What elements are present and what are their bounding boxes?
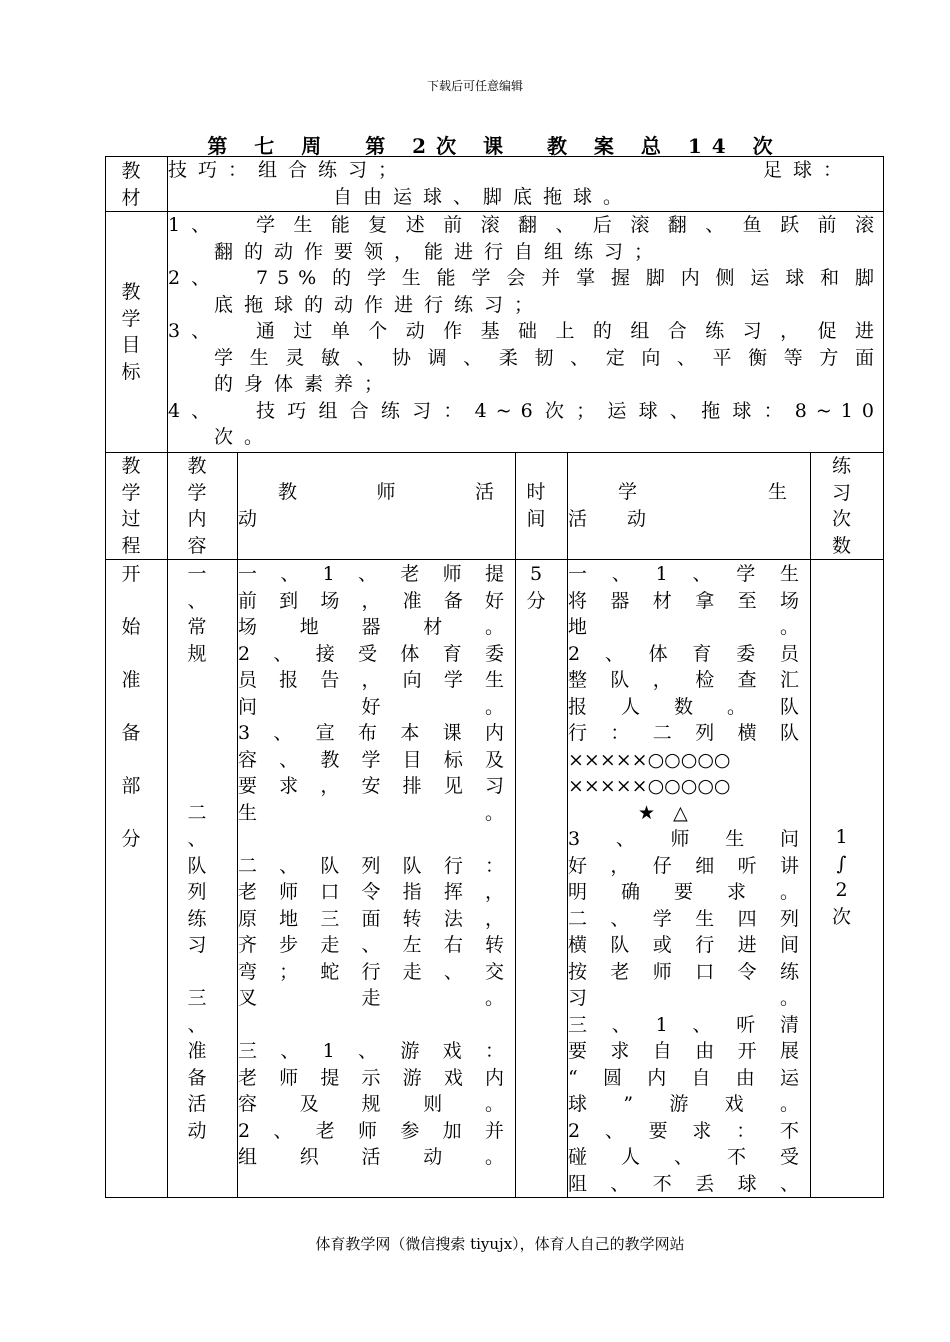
student-line: 碰人、不受 — [568, 1146, 810, 1168]
teacher-line: 三、1、游戏： — [238, 1040, 515, 1062]
student-line: 地。 — [568, 616, 810, 638]
student-line: 2、要求：不 — [568, 1119, 810, 1142]
phase-char: 部 — [121, 775, 152, 797]
content-label-char: 内 — [187, 508, 218, 530]
student-line: ×××××○○○○○ — [568, 775, 731, 797]
student-line: 二、学生四列 — [568, 907, 810, 930]
process-label-char: 过 — [121, 508, 152, 530]
process-label-char: 程 — [121, 534, 152, 557]
teacher-activity-label-line2: 动 — [238, 507, 269, 530]
teacher-line: 容及规则。 — [238, 1093, 515, 1115]
content-label — [168, 453, 238, 560]
objective-number: 2、 — [168, 267, 222, 289]
student-line: 习。 — [568, 987, 810, 1009]
objective-number: 4、 — [168, 399, 222, 422]
objective-text: 学生能复述前滚翻、后滚翻、鱼跃前滚 — [256, 214, 883, 236]
content-line: 备 — [187, 1066, 218, 1089]
header-note: 下载后可任意编辑 — [426, 79, 523, 93]
teacher-line: 3、宣布本课内 — [238, 722, 515, 744]
objectives-content — [168, 212, 884, 453]
content-line: 规 — [187, 642, 218, 665]
objective-item — [168, 398, 883, 425]
reps-line: 次 — [831, 905, 862, 928]
student-line: 阻、不丢球、 — [568, 1172, 810, 1195]
process-label — [106, 453, 168, 560]
reps-label — [811, 453, 884, 560]
student-line: 将器材拿至场 — [568, 589, 810, 612]
objectives-label-char: 学 — [121, 307, 152, 330]
time-text — [516, 561, 567, 614]
time-line: 5 — [529, 563, 554, 585]
process-label-char: 学 — [121, 481, 152, 504]
teacher-activity-label-line1: 教师活 — [278, 481, 505, 503]
teacher-line: 组织活动。 — [238, 1146, 515, 1168]
content-line: 二 — [187, 801, 218, 824]
teacher-line: 要求，安排见习 — [238, 775, 515, 797]
process-label-char: 教 — [121, 455, 152, 477]
reps-label-char: 练 — [831, 455, 862, 477]
material-football-label: 足球： — [762, 159, 853, 181]
material-label-char: 教 — [121, 160, 152, 182]
reps-label-char: 次 — [831, 508, 862, 530]
time-cell — [516, 560, 568, 1198]
teacher-activity-label — [238, 453, 516, 560]
teacher-line: 叉走。 — [238, 987, 515, 1009]
teacher-line: 老师提示游戏内 — [238, 1066, 515, 1089]
student-activity-label — [568, 453, 811, 560]
student-line: “圆内自由运 — [568, 1066, 810, 1089]
content-line: 练 — [187, 907, 218, 930]
material-label-text — [106, 158, 167, 211]
student-line: 行：二列横队 — [568, 722, 810, 744]
footer: 体育教学网（微信搜索 tiyujx），体育人自己的教学网站 — [315, 1235, 685, 1253]
objective-item — [168, 265, 883, 292]
teacher-line: 弯；蛇行走、交 — [238, 960, 515, 983]
student-line: ×××××○○○○○ — [568, 748, 731, 771]
teacher-line — [238, 826, 515, 853]
teacher-line: 容、教学目标及 — [238, 748, 515, 771]
student-line: 明确要求。 — [568, 881, 810, 903]
teacher-text — [238, 561, 515, 1171]
teacher-cell — [238, 560, 516, 1198]
reps-label-char: 数 — [831, 534, 862, 557]
content-line: 三 — [187, 987, 218, 1009]
content-text — [168, 561, 237, 1144]
objective-continuation: 翻的动作要领，能进行自组练习； — [214, 240, 665, 263]
student-line: 三、1、听清 — [568, 1013, 810, 1036]
content-label-char: 教 — [187, 455, 218, 477]
objectives-label-char: 标 — [121, 360, 152, 383]
material-label — [106, 157, 168, 212]
content-line — [168, 959, 237, 986]
phase-char: 开 — [121, 563, 152, 585]
teacher-line: 前到场，准备好 — [238, 589, 515, 612]
objectives-label-text — [106, 279, 167, 385]
student-line: 整队，检查汇 — [568, 669, 810, 691]
student-line: 要求自由开展 — [568, 1040, 810, 1062]
student-text — [568, 561, 810, 1197]
process-header-row — [106, 453, 884, 560]
content-line: 、 — [187, 1013, 218, 1036]
reps-cell — [811, 560, 884, 1198]
time-label-char: 间 — [526, 507, 557, 530]
phase-text — [106, 561, 167, 853]
student-line: ★ △ — [638, 801, 694, 824]
teacher-line: 生。 — [238, 801, 515, 824]
time-label — [516, 453, 568, 560]
objectives-label-char: 教 — [121, 281, 152, 303]
material-content — [168, 157, 884, 212]
objective-text: 通过单个动作基础上的组合练习，促进 — [256, 320, 883, 342]
objective-item — [168, 212, 883, 239]
objective-continuation: 底拖球的动作进行练习； — [214, 293, 545, 316]
material-football: 自由运球、脚底拖球。 — [333, 185, 634, 208]
teacher-line: 员报告，向学生 — [238, 669, 515, 691]
content-line — [168, 720, 237, 747]
time-label-char: 时 — [526, 481, 557, 503]
content-line: 队 — [187, 854, 218, 877]
student-activity-label-line1: 学生 — [618, 481, 798, 503]
objective-text: 技巧组合练习：4~6次；运球、拖球：8~10 — [256, 399, 883, 422]
reps-label-char: 习 — [831, 481, 862, 504]
content-label-char: 学 — [187, 481, 218, 504]
teacher-line — [238, 1012, 515, 1039]
content-label-char: 容 — [187, 534, 218, 557]
material-gymnastics: 技巧：组合练习； — [168, 159, 409, 181]
student-line: 3、师生问 — [568, 828, 810, 850]
teacher-line: 一、1、老师提 — [238, 563, 515, 585]
student-line: 横队或行进间 — [568, 934, 810, 956]
material-label-char: 材 — [121, 186, 152, 209]
student-line: 2、体育委员 — [568, 642, 810, 665]
phase-char: 分 — [121, 828, 152, 850]
content-line: 列 — [187, 881, 218, 903]
content-cell — [168, 560, 238, 1198]
student-cell — [568, 560, 811, 1198]
student-line: 好，仔细听讲 — [568, 854, 810, 877]
objective-number: 3、 — [168, 320, 222, 342]
reps-line: 1 — [835, 826, 859, 848]
reps-line: ∫ — [836, 852, 858, 875]
content-line: 、 — [187, 828, 218, 850]
reps-line: 2 — [835, 879, 859, 901]
objective-continuation: 的身体素养； — [214, 373, 395, 395]
content-line — [168, 773, 237, 800]
objective-continuation: 次。 — [214, 426, 275, 448]
reps-text — [811, 824, 883, 930]
content-line: 常 — [187, 616, 218, 638]
lesson-title: 第 七 周 第 2次 课 教 案 总 14 次 — [207, 134, 783, 158]
student-line: 按老师口令练 — [568, 960, 810, 983]
time-line: 分 — [526, 589, 557, 612]
objective-continuation: 学生灵敏、协调、柔韧、定向、平衡等方面 — [214, 346, 883, 369]
content-line: 活 — [187, 1093, 218, 1115]
teacher-line: 2、接受体育委 — [238, 642, 515, 665]
content-line — [168, 747, 237, 774]
objective-number: 1、 — [168, 214, 222, 236]
content-line: 准 — [187, 1040, 218, 1062]
objectives-label — [106, 212, 168, 453]
teacher-line: 问好。 — [238, 695, 515, 718]
teacher-line: 老师口令指挥， — [238, 881, 515, 903]
teacher-line: 场地器材。 — [238, 616, 515, 638]
objective-item — [168, 318, 883, 345]
objectives-row — [106, 212, 884, 453]
material-row — [106, 157, 884, 212]
objective-text: 75%的学生能学会并掌握脚内侧运球和脚 — [256, 267, 883, 289]
content-line: 动 — [187, 1119, 218, 1142]
teacher-line: 原地三面转法， — [238, 907, 515, 930]
student-line: 报人数。队 — [568, 695, 810, 718]
teacher-line: 二、队列队行： — [238, 854, 515, 877]
phase-char: 备 — [121, 722, 152, 744]
content-line: 、 — [187, 589, 218, 612]
student-line: 球”游戏。 — [568, 1093, 810, 1115]
content-line — [168, 694, 237, 721]
student-activity-label-line2: 活动 — [568, 507, 687, 530]
student-line: 一、1、学生 — [568, 563, 810, 585]
objectives-label-char: 目 — [121, 334, 152, 356]
teacher-line: 齐步走、左右转 — [238, 934, 515, 956]
start-section-row — [106, 560, 884, 1198]
lesson-plan-table — [105, 156, 884, 1198]
phase-cell — [106, 560, 168, 1198]
objectives-list — [168, 212, 883, 451]
content-line: 习 — [187, 934, 218, 956]
content-line — [168, 667, 237, 694]
phase-char: 准 — [121, 669, 152, 691]
phase-char: 始 — [121, 616, 152, 638]
content-line: 一 — [187, 563, 218, 585]
teacher-line: 2、老师参加并 — [238, 1119, 515, 1142]
